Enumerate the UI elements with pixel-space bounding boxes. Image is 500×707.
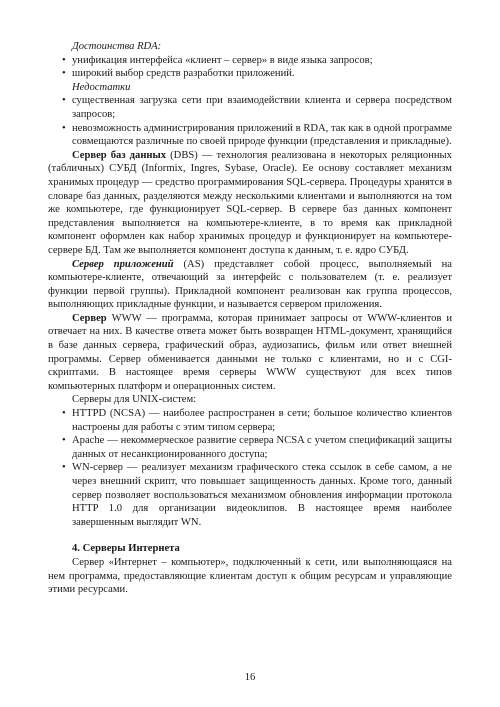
unix-server-item: • Apache — некоммерческое развитие сервера NCSA с учетом спецификаций защиты данных от несанкционированного доступа; xyxy=(62,435,452,460)
bullet-icon: • xyxy=(62,54,66,66)
bullet-icon: • xyxy=(62,122,66,134)
bullet-icon: • xyxy=(62,95,66,107)
rda-advantages-heading: Достоинства RDA: xyxy=(72,41,162,52)
page-number: 16 xyxy=(244,672,256,683)
as-paragraph: Сервер приложений (AS) представляет собой процесс, выполняемый на компьютере-клиенте, отвечающий за интерфейс с пользователем (т. е. реализует функции первой группы). Прикладной компонент реализован как группа процессов, выполняющих прикладные функции, и называется сервером приложения. xyxy=(48,258,452,311)
bullet-icon: • xyxy=(62,408,66,420)
as-term: Сервер приложений xyxy=(72,258,174,270)
unix-server-item: • WN-сервер — реализует механизм графического стека ссылок в себе самом, а не через внешний скрипт, что повышает защищенность данных. Кроме того, данный сервер позволяет воспользоваться механизмом обновления информации протокола HTTP 1.0 для организации видеоклипов. В настоящее время наиболее завершенным выглядит WN. xyxy=(62,462,452,528)
dbs-term: Сервер баз данных xyxy=(72,149,167,161)
unix-intro: Серверы для UNIX-систем: xyxy=(72,394,197,406)
rda-disadvantage-item: • существенная загрузка сети при взаимодействии клиента и сервера посредством запросов; xyxy=(62,95,452,120)
unix-server-item: • HTTPD (NCSA) — наиболее распространен в сети; большое количество клиентов настроены для работы с этим типом сервера; xyxy=(62,408,452,433)
bullet-icon: • xyxy=(62,68,66,80)
rda-disadvantages-heading: Недостатки xyxy=(72,81,131,93)
dbs-paragraph: Сервер баз данных (DBS) — технология реализована в некоторых реляционных (табличных) СУБД (Informix, Ingres, Sybase, Oracle). Ее основу составляет механизм хранимых процедур — средство программирования SQL-сервера. Процедуры хранятся в словаре баз данных, разделяются между несколькими клиентами и выполняются на том же компьютере, где функционирует SQL-сервер. В сервере баз данных компонент представления выполняется на компьютере-клиенте, в то время как прикладной компонент оформлен как набор хранимых процедур и функционирует на компьютере-сервере БД. Там же выполняется компонент доступа к данным, т. е. ядро СУБД. xyxy=(48,149,452,256)
rda-advantage-item: • широкий выбор средств разработки приложений. xyxy=(62,68,295,80)
bullet-icon: • xyxy=(62,462,66,474)
www-term: Сервер xyxy=(72,312,107,324)
section-paragraph: Сервер «Интернет – компьютер», подключенный к сети, или выполняющаяся на нем программа, предоставляющие клиентам доступ к общим ресурсам и управляющие этими ресурсами. xyxy=(48,556,452,596)
rda-advantage-item: • унификация интерфейса «клиент – сервер» в виде языка запросов; xyxy=(62,54,373,66)
section-heading: 4. Серверы Интернета xyxy=(72,543,180,555)
rda-disadvantage-item: • невозможность администрирования приложений в RDA, так как в одной программе совмещаются различные по своей природе функции (представления и прикладные). xyxy=(62,122,452,148)
bullet-icon: • xyxy=(62,435,66,447)
www-paragraph: Сервер WWW — программа, которая принимает запросы от WWW-клиентов и отвечает на них. В качестве ответа может быть возвращен HTML-документ, хранящийся в базе данных сервера, графический образ, аудиозапись, фильм или ответ внешней программы. Сервер обменивается данными не только с клиентами, но и с CGI-скриптами. В настоящее время серверы WWW существуют для всех типов компьютерных платформ и операционных систем. xyxy=(48,312,452,392)
